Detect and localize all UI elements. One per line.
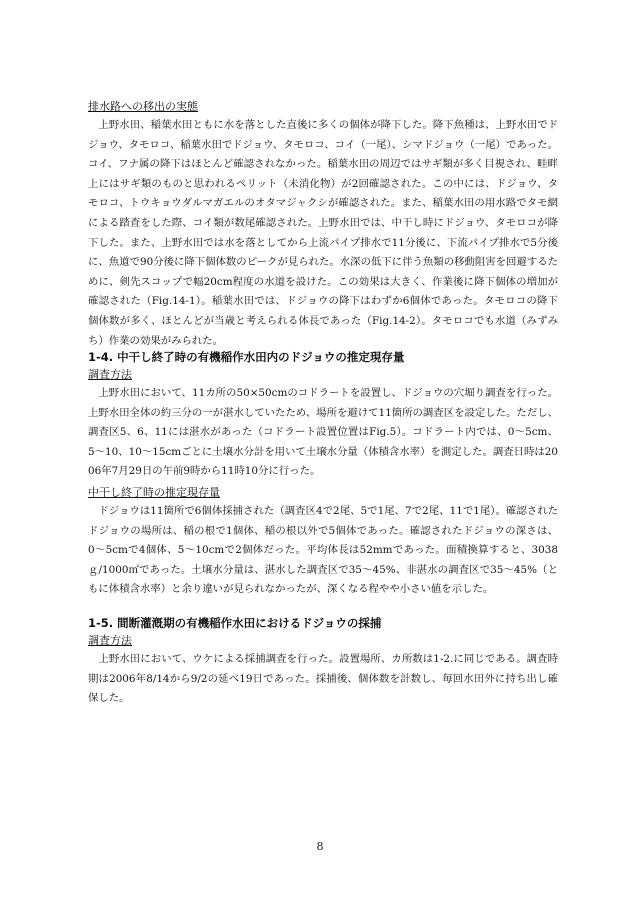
paragraph-survey-method-1-4: 上野水田において、11カ所の50×50cmのコドラートを設置し、ドジョウの穴堀り調査を行った。上野水田全体の約三分の一が湛水していたため、場所を避けて11箇所の調査区を設定した。ただし、調査区5、6、11には湛水があった（コドラート設置位置はFig.5）。コドラート内では、0〜5cm、5〜10、10〜15cmごとに土壌水分計を用いて土壌水分量（体積含水率）を測定した。調査日時は2006年7月29日の午前9時から11時10分に行った。 [88, 387, 559, 478]
heading-1-4: 1-4. 中干し終了時の有機稲作水田内のドジョウの推定現存量 [88, 350, 405, 364]
paragraph-drainage-outflow: 上野水田、稲葉水田ともに水を落とした直後に多くの個体が降下した。降下魚種は、上野水田でドジョウ、タモロコ、稲葉水田でドジョウ、タモロコ、コイ（一尾）、シマドジョウ（一尾）であった。コイ、フナ属の降下はほとんど確認されなかった。稲葉水田の周辺ではサギ類が多く目視され、畦畔上にはサギ類のものと思われるペリット（未消化物）が2回確認された。この中には、ドジョウ、タモロコ、トウキョウダルマガエルのオタマジャクシが確認された。また、稲葉水田の用水路でタモ網による踏査をした際、コイ類が数尾確認された。上野水田では、中干し時にドジョウ、タモロコが降下した。また、上野水田では水を落としてから上流パイプ排水で11分後に、下流パイプ排水で5分後に、魚道で90分後に降下個体数のピークが見られた。水深の低下に伴う魚類の移動阻害を回避するために、剣先スコップで幅20cm程度の水道を設けた。この効果は大きく、作業後に降下個体の増加が確認された（Fig.14-1）。稲葉水田では、ドジョウの降下はわずか6個体であった。タモロコの降下個体数が多く、ほとんどが当歳と考えられる体長であった（Fig.14-2）。タモロコでも水道（みずみち）作業の効果がみられた。 [88, 119, 558, 347]
paragraph-survey-method-1-5: 上野水田において、ウケによる採捕調査を行った。設置場所、カ所数は1-2.に同じである。調査時期は2006年8/14から9/2の延べ19日であった。採捕後、個体数を計数し、毎回水田外に持ち出し確保した。 [88, 653, 558, 705]
section-estimated-biomass [88, 484, 558, 600]
section-1-5 [88, 614, 558, 709]
subheading-survey-method-1-4: 調査方法 [88, 368, 132, 381]
page-number: 8 [316, 840, 324, 853]
paragraph-estimated-biomass: ドジョウは11箇所で6個体採捕された（調査区4で2尾、5で1尾、7で2尾、11で1尾）。確認されたドジョウの場所は、稲の根で1個体、稲の根以外で5個体であった。確認されたドジョウの深さは、0〜5cmで4個体、5〜10cmで2個体だった。平均体長は52mmであった。面積換算すると、3038ｇ/1000㎡であった。土壌水分量は、湛水した調査区で35〜45%、非湛水の調査区で35〜45%（ともに体積含水率）と余り違いが見られなかったが、深くなる程やや小さい値を示した。 [88, 505, 558, 596]
heading-1-5: 1-5. 間断灌漑期の有機稲作水田におけるドジョウの採捕 [88, 616, 382, 630]
section-1-4 [88, 348, 558, 482]
subheading-estimated-biomass: 中干し終了時の推定現存量 [88, 486, 220, 499]
subheading-drainage-outflow: 排水路への移出の実態 [88, 100, 198, 113]
section-drainage-outflow [88, 98, 558, 351]
subheading-survey-method-1-5: 調査方法 [88, 634, 132, 647]
